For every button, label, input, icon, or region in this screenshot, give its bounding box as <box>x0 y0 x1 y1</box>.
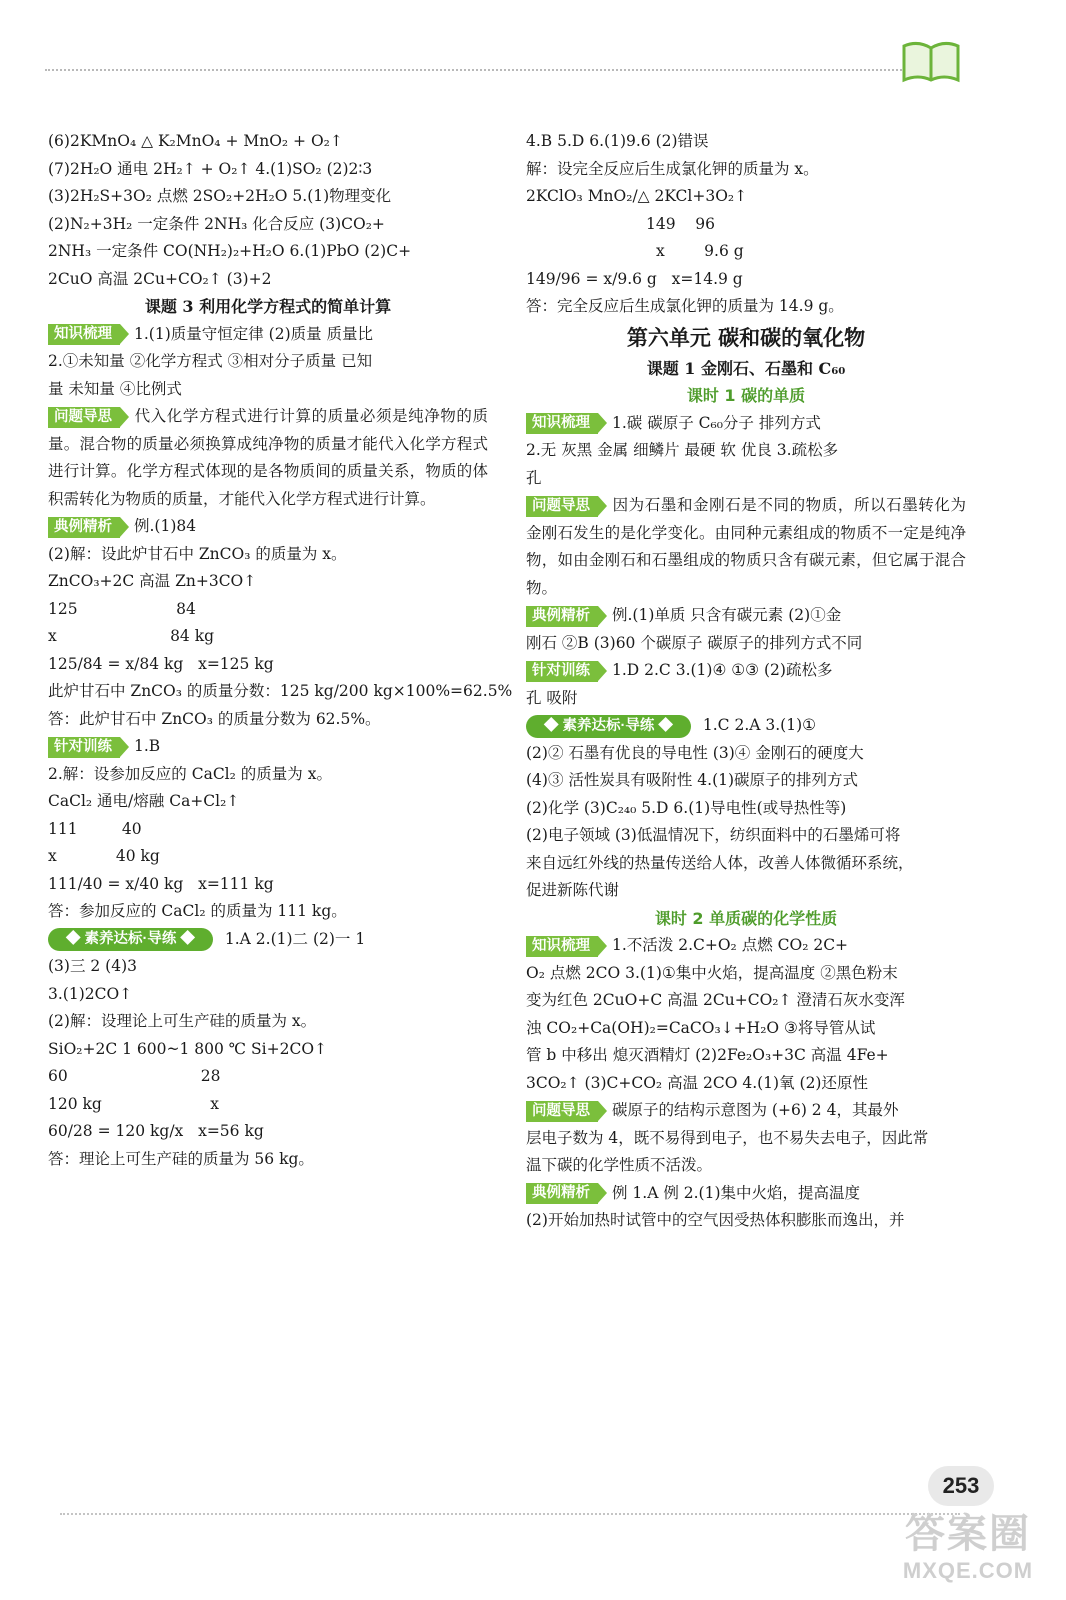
answer-line: (2)② 石墨有优良的导电性 (3)④ 金刚石的硬度大 <box>526 743 864 762</box>
knowledge-block <box>526 932 966 960</box>
answer-line: 浊 CO₂+Ca(OH)₂=CaCO₃↓+H₂O ③将导管从试 <box>526 1018 876 1037</box>
calc-line: 111 40 <box>48 819 142 838</box>
guide-block <box>526 492 966 602</box>
example-block <box>48 513 488 541</box>
answer-line: 管 b 中移出 熄灭酒精灯 (2)2Fe₂O₃+3C 高温 4Fe+ <box>526 1046 889 1064</box>
watermark-logo-text: 答案圈 <box>905 1512 1031 1556</box>
section-tag: 知识梳理 <box>48 324 120 345</box>
answer-text: 1.A 2.(1)二 (2)一 1 <box>224 929 366 948</box>
answer-line: 来自远红外线的热量传送给人体，改善人体微循环系统， <box>526 853 914 872</box>
answer-line: (2)电子领域 (3)低温情况下，纺织面料中的石墨烯可将 <box>526 826 901 844</box>
answer-line: 3.(1)2CO↑ <box>48 984 133 1003</box>
guide-block <box>526 1097 966 1125</box>
calc-line: 111/40 = x/40 kg x=111 kg <box>48 874 274 893</box>
right-column <box>526 128 966 1235</box>
equation-line: SiO₂+2C 1 600~1 800 ℃ Si+2CO↑ <box>48 1039 328 1058</box>
answer-text: 1.(1)质量守恒定律 (2)质量 质量比 <box>134 324 374 343</box>
answer-line: 变为红色 2CuO+C 高温 2Cu+CO₂↑ 澄清石灰水变浑 <box>526 991 905 1009</box>
section-tag: 典例精析 <box>526 1183 598 1204</box>
example-block <box>526 1180 966 1208</box>
answer-line: (2)解：设此炉甘石中 ZnCO₃ 的质量为 x。 <box>48 544 347 563</box>
answer-text: 例.(1)单质 只含有碳元素 (2)①金 <box>612 606 842 624</box>
training-block <box>48 733 488 761</box>
book-icon <box>900 38 962 84</box>
calc-line: 149/96 = x/9.6 g x=14.9 g <box>526 269 743 288</box>
knowledge-block <box>526 410 966 438</box>
answer-line: (4)③ 活性炭具有吸附性 4.(1)碳原子的排列方式 <box>526 771 859 789</box>
guide-text: 代入化学方程式进行计算的质量必须是纯净物的质量。混合物的质量必须换算成纯净物的质量才能代入化学方程式进行计算。化学方程式体现的是各物质间的质量关系，物质的体积需转化为物质的质量，才能代入化学方程式进行计算。 <box>48 407 488 508</box>
answer-line: 孔 吸附 <box>526 688 578 707</box>
answer-line: 孔 <box>526 468 542 487</box>
section-tag: 知识梳理 <box>526 413 598 434</box>
watermark <box>878 1510 1058 1594</box>
section-title: 课题 3 利用化学方程式的简单计算 <box>144 297 392 316</box>
section-tag: 问题导思 <box>526 496 598 517</box>
section-tag: 典例精析 <box>48 517 120 538</box>
calc-line: 149 96 <box>646 214 716 233</box>
equation-line: ZnCO₃+2C 高温 Zn+3CO↑ <box>48 572 257 590</box>
unit-title: 第六单元 碳和碳的氧化物 <box>626 325 866 350</box>
answer-line: (2)解：设理论上可生产硅的质量为 x。 <box>48 1012 317 1030</box>
topic-title: 课题 1 金刚石、石墨和 C₆₀ <box>646 358 846 378</box>
lesson-title: 课时 2 单质碳的化学性质 <box>654 908 838 928</box>
answer-line: O₂ 点燃 2CO 3.(1)①集中火焰，提高温度 ②黑色粉末 <box>526 963 898 982</box>
answer-line: (2)N₂+3H₂ 一定条件 2NH₃ 化合反应 (3)CO₂+ <box>48 214 385 233</box>
answer-line: 温下碳的化学性质不活泼。 <box>526 1156 713 1174</box>
section-tag: 针对训练 <box>526 661 598 682</box>
answer-line: (2)化学 (3)C₂₄₀ 5.D 6.(1)导电性(或导热性等) <box>526 798 847 817</box>
left-column <box>48 128 513 1173</box>
answer-line: (3)2H₂S+3O₂ 点燃 2SO₂+2H₂O 5.(1)物理变化 <box>48 187 392 205</box>
section-tag: 典例精析 <box>526 606 598 627</box>
equation-line: 2KClO₃ MnO₂/△ 2KCl+3O₂↑ <box>526 187 748 205</box>
section-tag: 问题导思 <box>48 407 120 428</box>
answer-text: 例 1.A 例 2.(1)集中火焰，提高温度 <box>612 1183 861 1202</box>
answer-line: 刚石 ②B (3)60 个碳原子 碳原子的排列方式不同 <box>526 633 863 652</box>
watermark-url: MXQE.COM <box>902 1558 1034 1583</box>
answer-line: 2NH₃ 一定条件 CO(NH₂)₂+H₂O 6.(1)PbO (2)C+ <box>48 242 412 260</box>
answer-line: 答：此炉甘石中 ZnCO₃ 的质量分数为 62.5%。 <box>48 709 381 728</box>
top-dotted-rule <box>45 69 905 71</box>
answer-line: 答：参加反应的 CaCl₂ 的质量为 111 kg。 <box>48 902 347 920</box>
quality-block <box>48 926 488 954</box>
calc-line: x 40 kg <box>48 847 160 865</box>
section-pill: ◆ 素养达标·导练 ◆ <box>48 928 213 951</box>
calc-line: 120 kg x <box>48 1094 219 1113</box>
answer-line: 量 未知量 ④比例式 <box>48 379 182 398</box>
answer-text: 例.(1)84 <box>134 517 197 535</box>
bottom-dotted-rule <box>60 1513 960 1515</box>
calc-line: 60 28 <box>48 1067 221 1085</box>
guide-text: 因为石墨和金刚石是不同的物质，所以石墨转化为金刚石发生的是化学变化。由同种元素组成的物质不一定是纯净物，如由金刚石和石墨组成的物质只含有碳元素，但它属于混合物。 <box>526 496 966 597</box>
answer-line: 2.①未知量 ②化学方程式 ③相对分子质量 已知 <box>48 352 373 370</box>
answer-text: 1.C 2.A 3.(1)① <box>702 716 817 734</box>
answer-text: 1.B <box>134 737 161 755</box>
guide-block <box>48 403 488 513</box>
answer-line: (7)2H₂O 通电 2H₂↑ + O₂↑ 4.(1)SO₂ (2)2∶3 <box>48 159 373 178</box>
section-tag: 问题导思 <box>526 1101 598 1122</box>
section-tag: 针对训练 <box>48 737 120 758</box>
answer-line: 解：设完全反应后生成氯化钾的质量为 x。 <box>526 159 819 178</box>
answer-line: 4.B 5.D 6.(1)9.6 (2)错误 <box>526 132 709 150</box>
equation-line: CaCl₂ 通电/熔融 Ca+Cl₂↑ <box>48 792 240 810</box>
answer-line: 答：理论上可生产硅的质量为 56 kg。 <box>48 1149 314 1168</box>
calc-line: x 9.6 g <box>656 242 744 260</box>
lesson-title: 课时 1 碳的单质 <box>686 386 806 405</box>
page-number: 253 <box>928 1466 994 1506</box>
answer-line: 2.解：设参加反应的 CaCl₂ 的质量为 x。 <box>48 764 332 783</box>
calc-line: x 84 kg <box>48 627 215 645</box>
guide-text: 碳原子的结构示意图为 (+6) 2 4，其最外 <box>612 1101 899 1119</box>
answer-text: 1.不活泼 2.C+O₂ 点燃 CO₂ 2C+ <box>612 936 849 954</box>
answer-line: 3CO₂↑ (3)C+CO₂ 高温 2CO 4.(1)氧 (2)还原性 <box>526 1073 868 1092</box>
answer-line: (3)三 2 (4)3 <box>48 957 137 975</box>
section-pill: ◆ 素养达标·导练 ◆ <box>526 715 691 738</box>
answer-text: 1.碳 碳原子 C₆₀分子 排列方式 <box>612 413 821 432</box>
answer-line: 层电子数为 4，既不易得到电子，也不易失去电子，因此常 <box>526 1128 929 1147</box>
answer-line: 此炉甘石中 ZnCO₃ 的质量分数：125 kg/200 kg×100%=62.5% <box>48 682 513 700</box>
knowledge-block <box>48 321 488 349</box>
answer-line: (2)开始加热时试管中的空气因受热体积膨胀而逸出，并 <box>526 1211 905 1229</box>
calc-line: 125 84 <box>48 599 196 618</box>
answer-line: 2CuO 高温 2Cu+CO₂↑ (3)+2 <box>48 269 272 288</box>
answer-line: (6)2KMnO₄ △ K₂MnO₄ + MnO₂ + O₂↑ <box>48 132 343 150</box>
training-block <box>526 657 966 685</box>
section-tag: 知识梳理 <box>526 936 598 957</box>
quality-block <box>526 712 966 740</box>
answer-line: 答：完全反应后生成氯化钾的质量为 14.9 g。 <box>526 297 844 315</box>
calc-line: 125/84 = x/84 kg x=125 kg <box>48 654 274 673</box>
answer-line: 2.无 灰黑 金属 细鳞片 最硬 软 优良 3.疏松多 <box>526 441 839 459</box>
answer-text: 1.D 2.C 3.(1)④ ①③ (2)疏松多 <box>612 661 833 679</box>
calc-line: 60/28 = 120 kg/x x=56 kg <box>48 1122 264 1140</box>
answer-line: 促进新陈代谢 <box>526 881 620 899</box>
example-block <box>526 602 966 630</box>
